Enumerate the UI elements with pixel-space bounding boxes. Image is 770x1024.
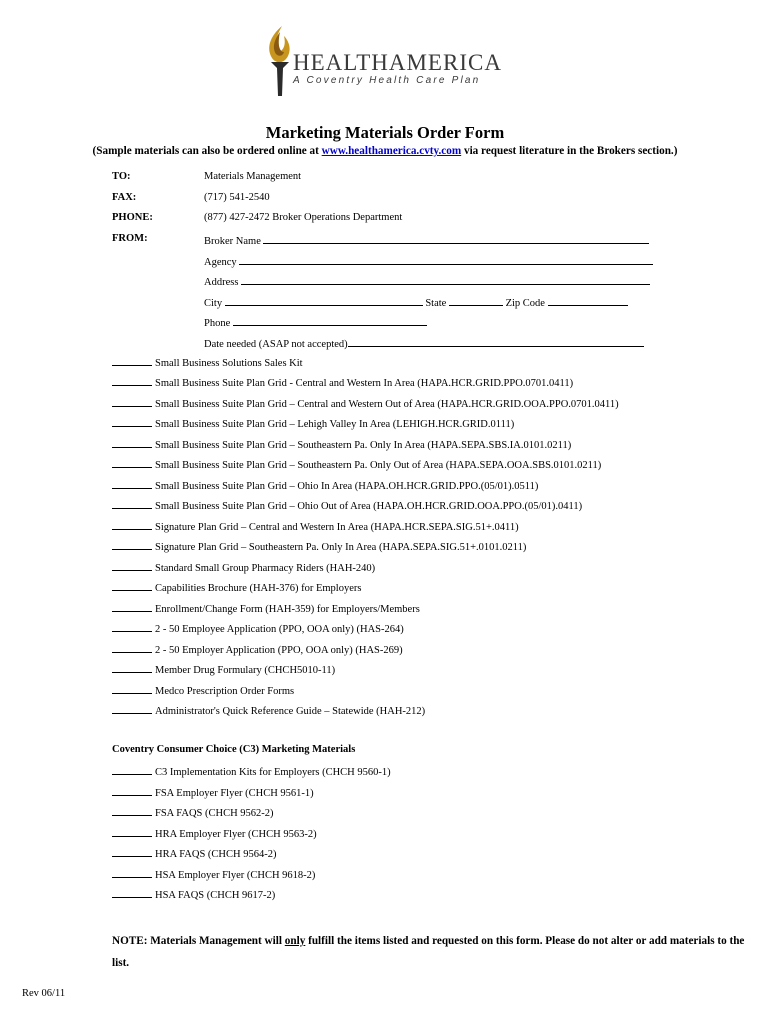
healthamerica-logo xyxy=(262,22,512,104)
revision-label: Rev 06/11 xyxy=(22,988,66,999)
website-link[interactable]: www.healthamerica.cvty.com xyxy=(321,145,462,157)
order-item-row xyxy=(112,417,514,430)
order-item-label: FSA Employer Flyer (CHCH 9561-1) xyxy=(155,787,314,799)
to-value: Materials Management xyxy=(204,171,302,182)
fax-label: FAX: xyxy=(112,192,137,203)
order-item-label: Member Drug Formulary (CHCH5010-11) xyxy=(155,665,336,677)
order-item-label: Medco Prescription Order Forms xyxy=(155,685,295,697)
order-item-label: Small Business Suite Plan Grid – Southeastern Pa. Only Out of Area (HAPA.SEPA.OOA.SBS.0101.0211) xyxy=(155,460,602,472)
quantity-blank[interactable] xyxy=(112,786,152,796)
order-item-label: Administrator's Quick Reference Guide – Statewide (HAH-212) xyxy=(155,705,426,717)
quantity-blank[interactable] xyxy=(112,438,152,448)
order-item-row xyxy=(112,806,274,819)
quantity-blank[interactable] xyxy=(112,622,152,632)
order-item-label: Small Business Suite Plan Grid – Ohio Out of Area (HAPA.OH.HCR.GRID.OOA.PPO.(05/01).0411) xyxy=(155,501,583,513)
order-item-label: Small Business Suite Plan Grid – Southeastern Pa. Only In Area (HAPA.SEPA.SBS.IA.0101.0211) xyxy=(155,439,572,451)
quantity-blank[interactable] xyxy=(112,397,152,407)
order-item-row xyxy=(112,663,335,676)
order-item-label: Signature Plan Grid – Central and Western In Area (HAPA.HCR.SEPA.SIG.51+.0411) xyxy=(155,521,519,533)
order-item-row xyxy=(112,622,404,635)
agency-field[interactable]: Agency xyxy=(204,254,653,268)
order-item-row xyxy=(112,499,582,512)
order-item-label: Small Business Solutions Sales Kit xyxy=(155,358,303,369)
order-item-label: Small Business Suite Plan Grid – Central and Western Out of Area (HAPA.HCR.GRID.OOA.PPO.0701.0411) xyxy=(155,398,619,410)
broker-name-field[interactable]: Broker Name xyxy=(204,233,649,247)
order-item-row xyxy=(112,868,315,881)
order-item-label: Enrollment/Change Form (HAH-359) for Employers/Members xyxy=(155,603,420,615)
logo-wordmark: HEALTHAMERICA xyxy=(293,50,502,75)
phone-label: PHONE: xyxy=(112,212,153,223)
order-item-row xyxy=(112,540,526,553)
quantity-blank[interactable] xyxy=(112,704,152,714)
quantity-blank[interactable] xyxy=(112,458,152,468)
order-item-label: HSA FAQS (CHCH 9617-2) xyxy=(155,890,276,901)
order-item-label: HRA FAQS (CHCH 9564-2) xyxy=(155,849,277,860)
quantity-blank[interactable] xyxy=(112,540,152,550)
order-item-row xyxy=(112,602,420,615)
order-item-label: Small Business Suite Plan Grid – Lehigh Valley In Area (LEHIGH.HCR.GRID.0111) xyxy=(155,419,515,431)
quantity-blank[interactable] xyxy=(112,417,152,427)
torch-flame-icon xyxy=(262,22,296,102)
quantity-blank[interactable] xyxy=(112,356,152,366)
order-item-row xyxy=(112,438,571,451)
quantity-blank[interactable] xyxy=(112,581,152,591)
quantity-blank[interactable] xyxy=(112,479,152,489)
page-title: Marketing Materials Order Form xyxy=(265,123,505,142)
quantity-blank[interactable] xyxy=(112,520,152,530)
order-item-row xyxy=(112,847,276,860)
quantity-blank[interactable] xyxy=(112,827,152,837)
quantity-blank[interactable] xyxy=(112,765,152,775)
city-state-zip-field[interactable]: City State Zip Code xyxy=(204,295,628,309)
order-item-row xyxy=(112,356,303,369)
to-label: TO: xyxy=(112,171,131,182)
phone-field[interactable]: Phone xyxy=(204,315,427,329)
quantity-blank[interactable] xyxy=(112,561,152,571)
quantity-blank[interactable] xyxy=(112,888,152,898)
quantity-blank[interactable] xyxy=(112,868,152,878)
quantity-blank[interactable] xyxy=(112,376,152,386)
order-item-label: Standard Small Group Pharmacy Riders (HAH-240) xyxy=(155,562,376,574)
quantity-blank[interactable] xyxy=(112,499,152,509)
order-item-row xyxy=(112,888,275,901)
quantity-blank[interactable] xyxy=(112,684,152,694)
order-item-row xyxy=(112,765,391,778)
order-item-row xyxy=(112,827,317,840)
order-item-label: Signature Plan Grid – Southeastern Pa. Only In Area (HAPA.SEPA.SIG.51+.0101.0211) xyxy=(155,542,527,554)
order-item-label: Small Business Suite Plan Grid - Central and Western In Area (HAPA.HCR.GRID.PPO.0701.0411) xyxy=(155,378,574,390)
order-item-row xyxy=(112,786,314,799)
order-item-row xyxy=(112,643,403,656)
date-needed-field[interactable]: Date needed (ASAP not accepted) xyxy=(204,336,644,350)
fax-value: (717) 541-2540 xyxy=(204,192,270,203)
quantity-blank[interactable] xyxy=(112,643,152,653)
order-item-label: 2 - 50 Employer Application (PPO, OOA only) (HAS-269) xyxy=(155,644,403,656)
order-item-label: FSA FAQS (CHCH 9562-2) xyxy=(155,808,274,819)
order-item-label: HSA Employer Flyer (CHCH 9618-2) xyxy=(155,869,316,881)
quantity-blank[interactable] xyxy=(112,806,152,816)
order-item-row xyxy=(112,479,538,492)
quantity-blank[interactable] xyxy=(112,847,152,857)
order-item-row xyxy=(112,520,519,533)
order-item-label: C3 Implementation Kits for Employers (CHCH 9560-1) xyxy=(155,767,391,778)
order-item-label: Small Business Suite Plan Grid – Ohio In Area (HAPA.OH.HCR.GRID.PPO.(05/01).0511) xyxy=(155,480,539,492)
logo-tagline: A Coventry Health Care Plan xyxy=(293,75,481,86)
quantity-blank[interactable] xyxy=(112,663,152,673)
order-item-row xyxy=(112,561,375,574)
note: NOTE: Materials Management will only fulfill the items listed and requested on this form. Please do not alter or add materials to the list. xyxy=(112,935,745,969)
c3-section-heading: Coventry Consumer Choice (C3) Marketing Materials xyxy=(112,744,356,755)
order-item-row xyxy=(112,704,425,717)
order-item-label: Capabilities Brochure (HAH-376) for Employers xyxy=(155,583,362,595)
quantity-blank[interactable] xyxy=(112,602,152,612)
order-item-row xyxy=(112,458,601,471)
order-item-row xyxy=(112,397,619,410)
from-label: FROM: xyxy=(112,233,148,244)
order-item-row xyxy=(112,581,361,594)
order-item-row xyxy=(112,684,294,697)
address-field[interactable]: Address xyxy=(204,274,650,288)
order-item-row xyxy=(112,376,573,389)
order-item-label: HRA Employer Flyer (CHCH 9563-2) xyxy=(155,828,317,840)
order-item-label: 2 - 50 Employee Application (PPO, OOA only) (HAS-264) xyxy=(155,624,404,636)
phone-value: (877) 427-2472 Broker Operations Department xyxy=(204,212,403,223)
subtitle: (Sample materials can also be ordered online at www.healthamerica.cvty.com via request literature in the Brokers section.) xyxy=(92,145,678,157)
